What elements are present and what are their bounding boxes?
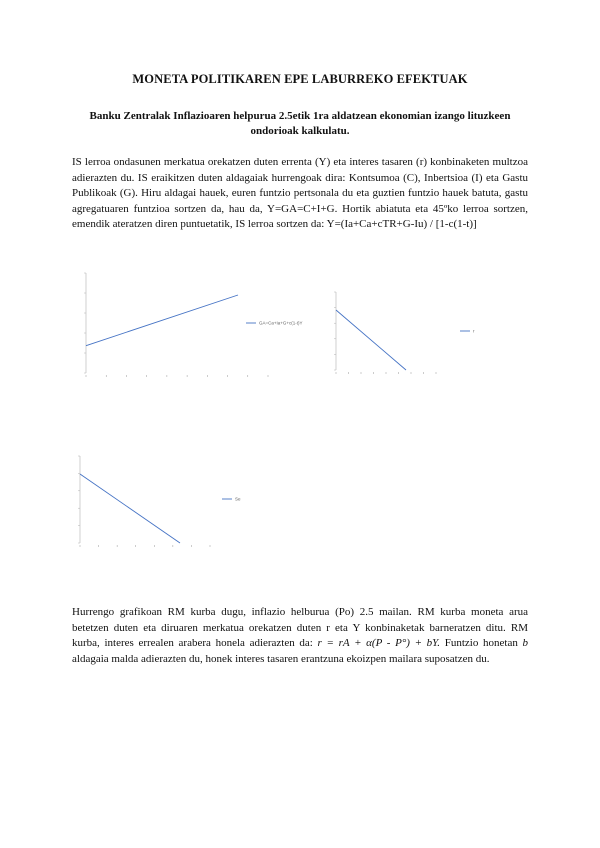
chart-interest-rate	[328, 288, 498, 376]
paragraph-is-curve: IS lerroa ondasunen merkatua orekatzen duten errenta (Y) eta interes tasaren (r) konbinaketen multzoa adierazten du. IS eraikitzen duten aldagaiak hurrengoak dira: Kontsumoa (C), Inbertsioa (I) eta Gastu Publikoak (G). Hiru aldagai hauek, euren funtzio pertsonala du eta guztien funtzio hauek batuta, gastu agregatuaren funtzioa sortzen da, hau da, Y=GA=C+I+G. Hortik abiatuta eta 45ºko lerroa sortzen, emendik ateratzen diren puntuetatik, IS lerroa sortzen da: Y=(Ia+Ca+cTR+G-Iu) / [1-c(1-t)]	[72, 156, 528, 230]
paragraph-rm-text-a: Hurrengo grafikoan RM kurba dugu, inflazio helburua (Po) 2.5 mailan. RM kurba moneta arua betetzen duten eta diruaren merkatua orekatzen duten r eta Y konbinaketak barneratzen ditu. RM kurba, interes errealen arabera honela adierazten da:	[72, 606, 528, 649]
chart-interest-rate-svg	[328, 288, 498, 376]
paragraph-rm-text-b: Funtzio honetan	[440, 637, 523, 649]
chart-aggregate-expenditure-svg	[78, 265, 338, 383]
series-line	[86, 295, 238, 346]
chart-aggregate-expenditure	[78, 265, 338, 383]
legend-label: r	[473, 328, 475, 334]
rm-formula: r = rA + α(P - P°) + bY.	[317, 637, 441, 649]
chart-savings	[72, 452, 252, 548]
document-title: MONETA POLITIKAREN EPE LABURREKO EFEKTUAK	[132, 72, 468, 86]
legend-label: Se	[235, 496, 241, 502]
paragraph-rm-text-c: aldagaia malda adierazten du, honek interes tasaren erantzuna ekoizpen mailara suposatzen du.	[72, 652, 490, 665]
document-subtitle: Banku Zentralak Inflazioaren helpurua 2.5etik 1ra aldatzean ekonomian izango lituzkeen ondorioak kalkulatu.	[89, 110, 511, 137]
series-line	[336, 310, 406, 370]
paragraph-rm-curve	[72, 605, 528, 667]
chart-savings-svg	[72, 452, 252, 548]
variable-b: b	[522, 637, 528, 649]
legend-label: GA=Ca+Ia+G+c(1-t)Y	[259, 320, 303, 326]
series-line	[80, 474, 180, 543]
